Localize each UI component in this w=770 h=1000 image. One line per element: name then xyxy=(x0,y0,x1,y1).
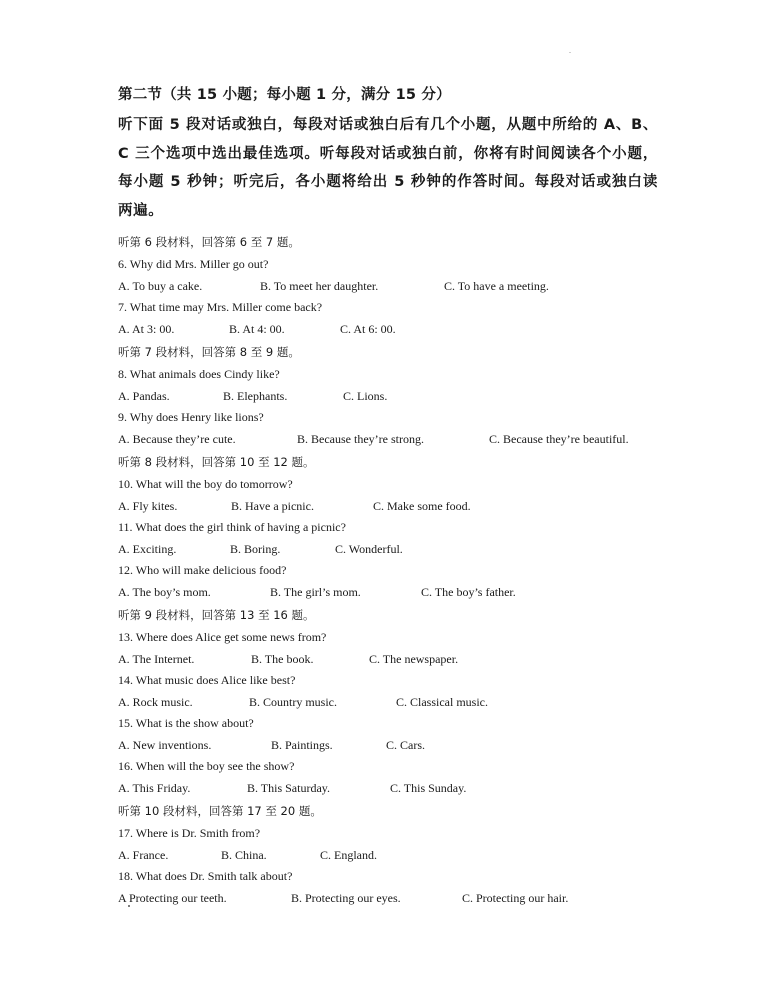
option-b: B. The girl’s mom. xyxy=(270,584,361,599)
option-b: B. Elephants. xyxy=(223,388,288,403)
answer-options xyxy=(118,386,658,408)
option-a: A. The Internet. xyxy=(118,651,195,666)
option-b: B. Have a picnic. xyxy=(231,498,314,513)
option-c: C. Cars. xyxy=(386,737,425,752)
question-list xyxy=(118,230,658,909)
exam-page xyxy=(118,84,658,909)
answer-options xyxy=(118,735,658,757)
option-a: A. Rock music. xyxy=(118,694,193,709)
option-c: C. England. xyxy=(320,847,377,862)
question-stem: 17. Where is Dr. Smith from? xyxy=(118,826,261,840)
question-stem: 9. Why does Henry like lions? xyxy=(118,410,264,424)
listening-block-title: 听第 10 段材料，回答第 17 至 20 题。 xyxy=(118,804,322,818)
option-c: C. Lions. xyxy=(343,388,388,403)
option-c: C. Because they’re beautiful. xyxy=(489,431,629,446)
option-b: B. Protecting our eyes. xyxy=(291,890,401,905)
option-a: A. Because they’re cute. xyxy=(118,431,236,446)
answer-options xyxy=(118,539,658,561)
option-b: B. Boring. xyxy=(230,541,281,556)
question-stem: 15. What is the show about? xyxy=(118,716,254,730)
option-b: B. To meet her daughter. xyxy=(260,278,379,293)
question-stem: 14. What music does Alice like best? xyxy=(118,673,296,687)
option-a: A. Fly kites. xyxy=(118,498,178,513)
answer-options xyxy=(118,429,658,451)
option-c: C. Protecting our hair. xyxy=(462,890,569,905)
option-c: C. This Sunday. xyxy=(390,780,467,795)
question-stem: 16. When will the boy see the show? xyxy=(118,759,295,773)
option-c: C. The newspaper. xyxy=(369,651,459,666)
option-b: B. Paintings. xyxy=(271,737,333,752)
option-c: C. To have a meeting. xyxy=(444,278,549,293)
option-c: C. Classical music. xyxy=(396,694,488,709)
section-heading: 第二节（共 15 小题；每小题 1 分，满分 15 分） xyxy=(118,87,451,103)
option-a: A. Pandas. xyxy=(118,388,170,403)
answer-options xyxy=(118,845,658,867)
option-b: B. At 4: 00. xyxy=(229,321,285,336)
option-c: C. At 6: 00. xyxy=(340,321,396,336)
option-c: C. Make some food. xyxy=(373,498,471,513)
option-b: B. The book. xyxy=(251,651,314,666)
question-stem: 6. Why did Mrs. Miller go out? xyxy=(118,257,269,271)
question-stem: 11. What does the girl think of having a picnic? xyxy=(118,520,346,534)
scan-speck xyxy=(128,905,130,907)
question-stem: 18. What does Dr. Smith talk about? xyxy=(118,869,293,883)
option-b: B. Country music. xyxy=(249,694,338,709)
answer-options xyxy=(118,649,658,671)
question-stem: 10. What will the boy do tomorrow? xyxy=(118,477,293,491)
question-stem: 12. Who will make delicious food? xyxy=(118,563,287,577)
question-stem: 13. Where does Alice get some news from? xyxy=(118,630,327,644)
option-b: B. China. xyxy=(221,847,267,862)
option-c: C. Wonderful. xyxy=(335,541,403,556)
listening-block-title: 听第 7 段材料，回答第 8 至 9 题。 xyxy=(118,345,300,359)
option-a: A. New inventions. xyxy=(118,737,212,752)
section-instructions: 听下面 5 段对话或独白，每段对话或独白后有几个小题，从题中所给的 A、B、C 三个选项中选出最佳选项。听每段对话或独白前，你将有时间阅读各个小题，每小题 5 秒钟；听完后，各小题将给出 5 秒钟的作答时间。每段对话或独白读两遍。 xyxy=(118,117,658,219)
option-a: A. At 3: 00. xyxy=(118,321,175,336)
option-a: A. To buy a cake. xyxy=(118,278,203,293)
option-b: B. Because they’re strong. xyxy=(297,431,424,446)
answer-options xyxy=(118,319,658,341)
scan-speck xyxy=(569,52,571,53)
option-a: A. The boy’s mom. xyxy=(118,584,211,599)
answer-options xyxy=(118,276,658,298)
option-c: C. The boy’s father. xyxy=(421,584,516,599)
listening-block-title: 听第 8 段材料，回答第 10 至 12 题。 xyxy=(118,455,315,469)
option-a: A. France. xyxy=(118,847,169,862)
answer-options xyxy=(118,582,658,604)
question-stem: 8. What animals does Cindy like? xyxy=(118,367,280,381)
answer-options xyxy=(118,496,658,518)
listening-block-title: 听第 9 段材料，回答第 13 至 16 题。 xyxy=(118,608,315,622)
option-a: A. Exciting. xyxy=(118,541,177,556)
answer-options xyxy=(118,692,658,714)
option-a: A Protecting our teeth. xyxy=(118,890,227,905)
question-stem: 7. What time may Mrs. Miller come back? xyxy=(118,300,323,314)
option-a: A. This Friday. xyxy=(118,780,191,795)
answer-options xyxy=(118,778,658,800)
option-b: B. This Saturday. xyxy=(247,780,330,795)
answer-options xyxy=(118,888,658,910)
listening-block-title: 听第 6 段材料，回答第 6 至 7 题。 xyxy=(118,235,300,249)
